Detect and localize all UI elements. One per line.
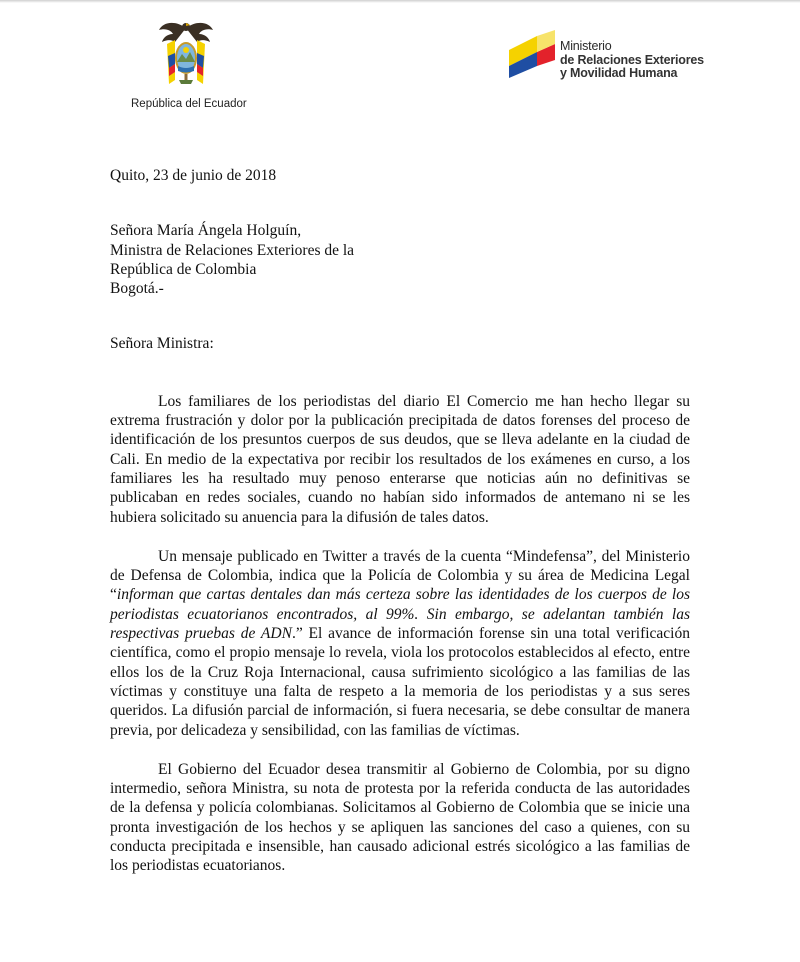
ministry-line-1: Ministerio <box>560 39 612 53</box>
republic-caption: República del Ecuador <box>131 98 247 110</box>
letter-date: Quito, 23 de junio de 2018 <box>110 167 277 184</box>
paragraph-1: Los familiares de los periodistas del diario El Comercio me han hecho llegar su extrema frustración y dolor por la publicación precipitada de datos forenses del proceso de identificación de los presuntos cuerpos de sus deudos, que se lleva adelante en la ciudad de Cali. En medio de la expectativa por recibir los resultados de los exámenes en curso, a los familiares les ha resultado muy penoso enterarse que noticias aún no definitivas se publicaban en redes sociales, cuando no habían sido informados de antemano ni se les hubiera solicitado su anuencia para la difusión de tales datos. <box>110 392 690 526</box>
addressee-block <box>110 221 690 298</box>
paragraph-3: El Gobierno del Ecuador desea transmitir al Gobierno de Colombia, por su digno intermedio, señora Ministra, su nota de protesta por la referida conducta de las autoridades de la defensa y policía colombianas. Solicitamos al Gobierno de Colombia que se inicie una pronta investigación de los hechos y se apliquen las sanciones del caso a quienes, con su conducta precipitada e insensible, han causado adicional estrés sicológico a las familias de los periodistas ecuatorianos. <box>110 760 690 875</box>
ministry-tricolor-logo-icon <box>503 30 561 82</box>
paragraph-2 <box>110 547 690 740</box>
paragraph-2-quote: informan que cartas dentales dan más certeza sobre las identidades de los cuerpos de los periodistas ecuatorianos encontrados, al 99%. Sin embargo, se adelantan también las respectivas pruebas de ADN <box>110 586 690 643</box>
addressee-line: Bogotá.- <box>110 280 164 298</box>
addressee-line: Señora María Ángela Holguín, <box>110 222 302 240</box>
addressee-line: República de Colombia <box>110 260 257 278</box>
letterhead <box>0 0 800 120</box>
paragraph-2-start: Un mensaje publicado en Twitter a través de la cuenta “Mindefensa”, del Ministerio de Defensa de Colombia, indica que la Policía de Colombia y su área de Medicina Legal “ <box>110 547 690 604</box>
letter-body <box>110 166 690 876</box>
ministry-line-2: de Relaciones Exteriores <box>560 52 704 67</box>
ministry-line-3: y Movilidad Humana <box>560 66 678 80</box>
paragraph-2-end: .” El avance de información forense sin una total verificación científica, como el propio mensaje lo revela, viola los protocolos establecidos al efecto, entre ellos los de la Cruz Roja Internacional, causa sufrimiento sicológico a las familias de las víctimas y constituye una falta de respeto a la memoria de los periodistas y a sus seres queridos. La difusión parcial de información, si fuera necesaria, se debe consultar de manera previa, por delicadeza y sensibilidad, con las familias de víctimas. <box>110 625 690 739</box>
ministry-name <box>560 40 704 81</box>
salutation: Señora Ministra: <box>110 335 214 353</box>
addressee-line: Ministra de Relaciones Exteriores de la <box>110 241 355 259</box>
coat-of-arms-icon <box>157 18 215 92</box>
